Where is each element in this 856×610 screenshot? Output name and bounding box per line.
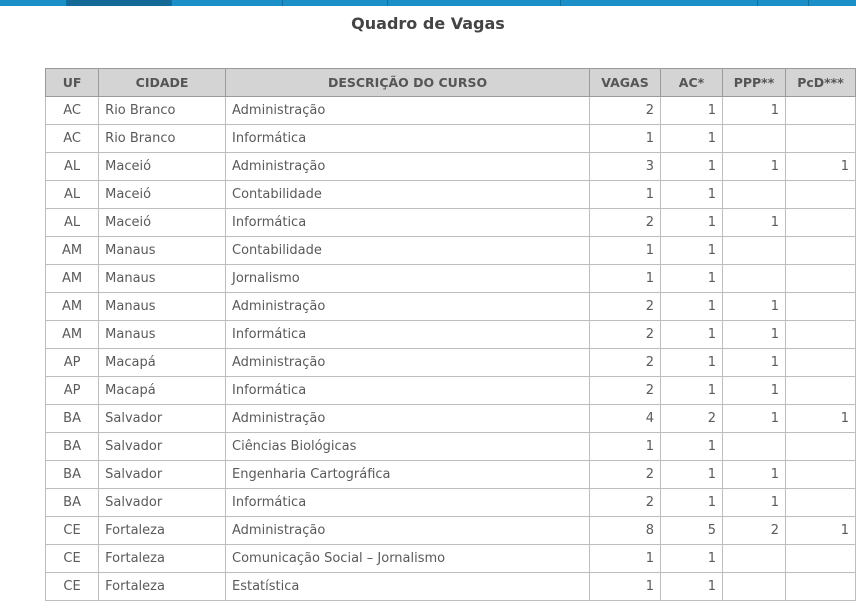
cell-vagas: 2	[590, 321, 661, 349]
cell-descricao: Informática	[226, 321, 590, 349]
cell-cidade: Manaus	[99, 265, 226, 293]
cell-ac: 1	[660, 461, 722, 489]
cell-pcd: 1	[785, 153, 855, 181]
nav-segment[interactable]	[0, 0, 67, 6]
cell-pcd	[785, 125, 855, 153]
cell-ac: 1	[660, 573, 722, 601]
table-body	[46, 97, 856, 601]
table-row	[46, 181, 856, 209]
nav-segment[interactable]	[561, 0, 758, 6]
cell-uf: AP	[46, 377, 99, 405]
cell-vagas: 2	[590, 349, 661, 377]
nav-segment[interactable]	[388, 0, 561, 6]
table-row	[46, 433, 856, 461]
table-header-row	[46, 69, 856, 97]
cell-uf: AM	[46, 237, 99, 265]
cell-cidade: Rio Branco	[99, 125, 226, 153]
cell-uf: AP	[46, 349, 99, 377]
cell-cidade: Maceió	[99, 209, 226, 237]
table-row	[46, 237, 856, 265]
cell-ac: 1	[660, 153, 722, 181]
cell-vagas: 2	[590, 489, 661, 517]
cell-pcd	[785, 489, 855, 517]
cell-vagas: 2	[590, 377, 661, 405]
cell-ppp	[722, 181, 785, 209]
cell-pcd	[785, 433, 855, 461]
cell-descricao: Engenharia Cartográfica	[226, 461, 590, 489]
cell-uf: AM	[46, 293, 99, 321]
cell-ac: 1	[660, 321, 722, 349]
table-row	[46, 97, 856, 125]
cell-pcd	[785, 573, 855, 601]
cell-cidade: Salvador	[99, 433, 226, 461]
nav-segment-active[interactable]	[67, 0, 172, 6]
cell-descricao: Comunicação Social – Jornalismo	[226, 545, 590, 573]
vacancies-table	[45, 68, 856, 601]
table-row	[46, 321, 856, 349]
cell-cidade: Salvador	[99, 405, 226, 433]
cell-vagas: 2	[590, 293, 661, 321]
cell-vagas: 1	[590, 433, 661, 461]
nav-segment[interactable]	[172, 0, 283, 6]
cell-cidade: Fortaleza	[99, 545, 226, 573]
cell-descricao: Administração	[226, 97, 590, 125]
cell-pcd	[785, 237, 855, 265]
cell-pcd	[785, 545, 855, 573]
cell-cidade: Macapá	[99, 349, 226, 377]
cell-ac: 1	[660, 545, 722, 573]
cell-descricao: Informática	[226, 377, 590, 405]
cell-uf: AC	[46, 97, 99, 125]
header-cidade: CIDADE	[99, 69, 226, 97]
cell-ppp: 1	[722, 293, 785, 321]
header-ac: AC*	[660, 69, 722, 97]
cell-ac: 1	[660, 293, 722, 321]
top-navigation-bar	[0, 0, 856, 6]
table-row	[46, 265, 856, 293]
page-title: Quadro de Vagas	[351, 14, 505, 33]
cell-ac: 1	[660, 433, 722, 461]
cell-pcd	[785, 461, 855, 489]
cell-pcd	[785, 209, 855, 237]
nav-segment[interactable]	[758, 0, 809, 6]
cell-vagas: 2	[590, 97, 661, 125]
cell-cidade: Fortaleza	[99, 573, 226, 601]
cell-uf: AC	[46, 125, 99, 153]
cell-ac: 1	[660, 489, 722, 517]
cell-descricao: Ciências Biológicas	[226, 433, 590, 461]
cell-uf: BA	[46, 489, 99, 517]
cell-cidade: Manaus	[99, 293, 226, 321]
cell-ppp: 1	[722, 405, 785, 433]
cell-uf: BA	[46, 405, 99, 433]
cell-vagas: 1	[590, 125, 661, 153]
cell-pcd	[785, 97, 855, 125]
cell-cidade: Manaus	[99, 237, 226, 265]
cell-uf: AM	[46, 265, 99, 293]
nav-segment[interactable]	[283, 0, 388, 6]
cell-ac: 1	[660, 237, 722, 265]
table-row	[46, 489, 856, 517]
table-row	[46, 573, 856, 601]
cell-vagas: 1	[590, 265, 661, 293]
cell-uf: AL	[46, 209, 99, 237]
header-descricao: DESCRIÇÃO DO CURSO	[226, 69, 590, 97]
cell-vagas: 3	[590, 153, 661, 181]
cell-descricao: Administração	[226, 517, 590, 545]
cell-ppp: 1	[722, 461, 785, 489]
cell-uf: AL	[46, 181, 99, 209]
cell-vagas: 1	[590, 545, 661, 573]
cell-uf: AL	[46, 153, 99, 181]
cell-ppp	[722, 433, 785, 461]
header-vagas: VAGAS	[590, 69, 661, 97]
table-row	[46, 377, 856, 405]
cell-descricao: Informática	[226, 209, 590, 237]
cell-uf: CE	[46, 573, 99, 601]
cell-ac: 1	[660, 209, 722, 237]
cell-cidade: Macapá	[99, 377, 226, 405]
cell-pcd	[785, 349, 855, 377]
cell-ppp: 1	[722, 377, 785, 405]
cell-descricao: Administração	[226, 293, 590, 321]
cell-uf: BA	[46, 433, 99, 461]
cell-descricao: Contabilidade	[226, 181, 590, 209]
cell-vagas: 1	[590, 181, 661, 209]
cell-ac: 1	[660, 377, 722, 405]
cell-uf: CE	[46, 545, 99, 573]
cell-descricao: Administração	[226, 153, 590, 181]
cell-descricao: Jornalismo	[226, 265, 590, 293]
cell-vagas: 1	[590, 237, 661, 265]
cell-ac: 1	[660, 265, 722, 293]
cell-cidade: Rio Branco	[99, 97, 226, 125]
cell-descricao: Estatística	[226, 573, 590, 601]
cell-ppp: 1	[722, 209, 785, 237]
cell-ac: 1	[660, 349, 722, 377]
cell-pcd	[785, 181, 855, 209]
cell-cidade: Maceió	[99, 181, 226, 209]
table-row	[46, 293, 856, 321]
cell-ac: 1	[660, 97, 722, 125]
cell-ppp: 1	[722, 489, 785, 517]
cell-cidade: Salvador	[99, 489, 226, 517]
cell-descricao: Informática	[226, 125, 590, 153]
table-row	[46, 153, 856, 181]
cell-descricao: Administração	[226, 349, 590, 377]
cell-ppp: 1	[722, 321, 785, 349]
table-row	[46, 209, 856, 237]
cell-cidade: Manaus	[99, 321, 226, 349]
cell-ac: 1	[660, 125, 722, 153]
cell-pcd	[785, 293, 855, 321]
cell-ppp: 2	[722, 517, 785, 545]
table-row	[46, 125, 856, 153]
table-row	[46, 545, 856, 573]
cell-uf: CE	[46, 517, 99, 545]
cell-pcd	[785, 321, 855, 349]
table-row	[46, 461, 856, 489]
cell-vagas: 2	[590, 461, 661, 489]
table-row	[46, 349, 856, 377]
header-uf: UF	[46, 69, 99, 97]
header-pcd: PcD***	[785, 69, 855, 97]
cell-ppp	[722, 125, 785, 153]
cell-ppp	[722, 237, 785, 265]
cell-descricao: Administração	[226, 405, 590, 433]
cell-pcd	[785, 377, 855, 405]
header-ppp: PPP**	[722, 69, 785, 97]
cell-vagas: 2	[590, 209, 661, 237]
table-row	[46, 517, 856, 545]
cell-pcd: 1	[785, 517, 855, 545]
cell-ppp: 1	[722, 97, 785, 125]
table-row	[46, 405, 856, 433]
cell-ppp: 1	[722, 153, 785, 181]
cell-cidade: Salvador	[99, 461, 226, 489]
cell-vagas: 4	[590, 405, 661, 433]
cell-cidade: Fortaleza	[99, 517, 226, 545]
cell-ppp	[722, 265, 785, 293]
cell-vagas: 1	[590, 573, 661, 601]
cell-ppp	[722, 545, 785, 573]
cell-uf: BA	[46, 461, 99, 489]
cell-uf: AM	[46, 321, 99, 349]
cell-descricao: Informática	[226, 489, 590, 517]
cell-vagas: 8	[590, 517, 661, 545]
cell-ac: 2	[660, 405, 722, 433]
cell-ac: 5	[660, 517, 722, 545]
cell-ppp	[722, 573, 785, 601]
cell-descricao: Contabilidade	[226, 237, 590, 265]
cell-cidade: Maceió	[99, 153, 226, 181]
cell-pcd	[785, 265, 855, 293]
cell-ac: 1	[660, 181, 722, 209]
cell-pcd: 1	[785, 405, 855, 433]
cell-ppp: 1	[722, 349, 785, 377]
